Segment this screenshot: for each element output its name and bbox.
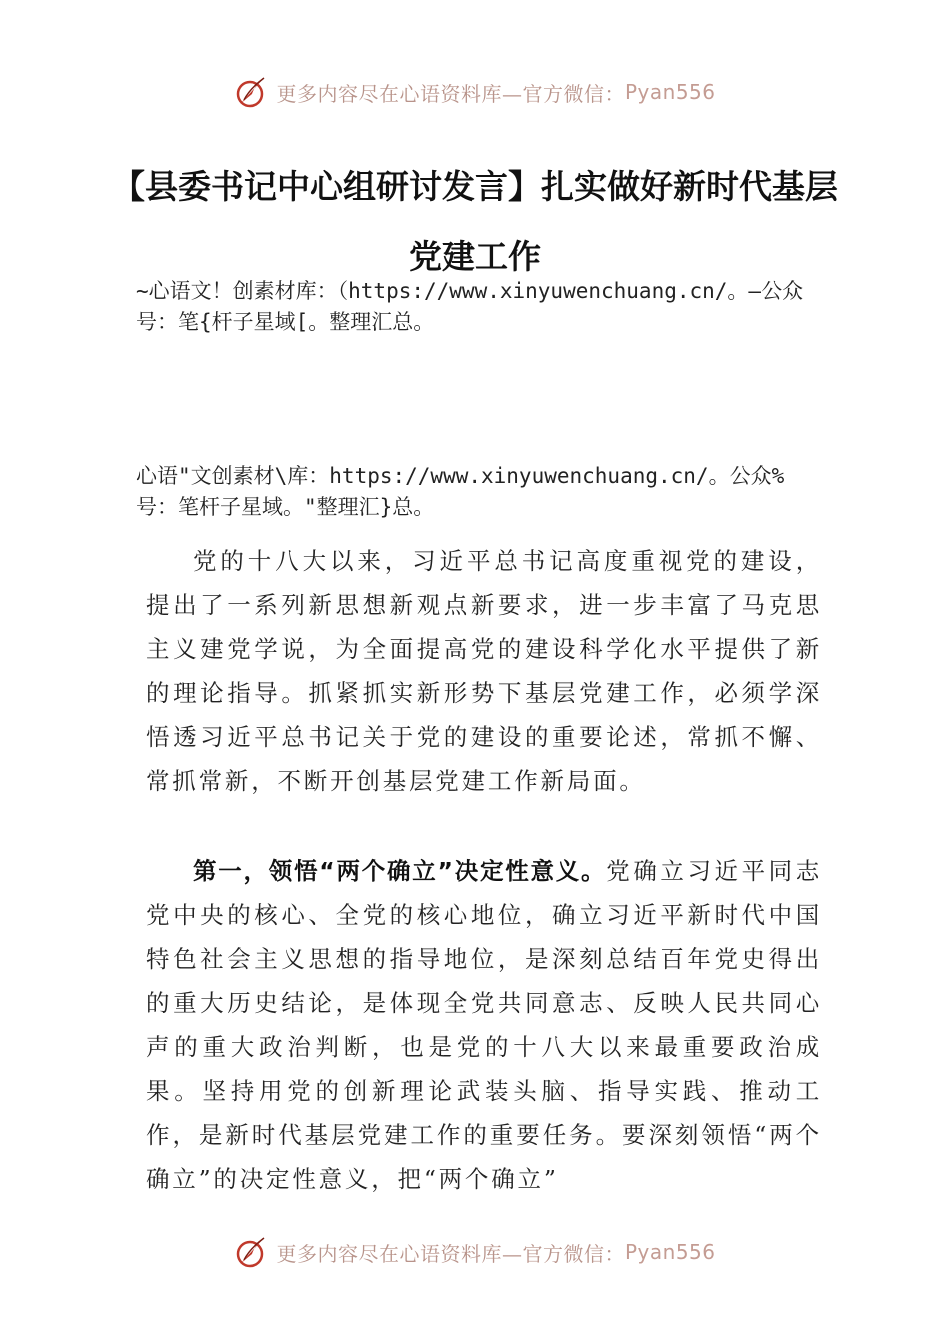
paragraph-text: 党的十八大以来，习近平总书记高度重视党的建设，提出了一系列新思想新观点新要求，进一步丰富了马克思主义建党学说，为全面提高党的建设科学化水平提供了新的理论指导。抓紧抓实新形势下基层党建工作，必须学深悟透习近平总书记关于党的建设的重要论述，常抓不懈、常抓常新，不断开创基层党建工作新局面。 bbox=[146, 547, 822, 795]
header-watermark bbox=[0, 74, 950, 110]
feather-logo-icon bbox=[234, 1234, 270, 1270]
paragraph-intro bbox=[146, 539, 822, 803]
paragraph-text: 党确立习近平同志党中央的核心、全党的核心地位，确立习近平新时代中国特色社会主义思想的指导地位，是深刻总结百年党史得出的重大历史结论，是体现全党共同意志、反映人民共同心声的重大政治判断，也是党的十八大以来最重要政治成果。坚持用党的创新理论武装头脑、指导实践、推动工作，是新时代基层党建工作的重要任务。要深刻领悟“两个确立”的决定性意义，把“两个确立” bbox=[146, 857, 823, 1193]
watermark-text: 更多内容尽在心语资料库—官方微信： bbox=[276, 1241, 625, 1266]
footer-watermark bbox=[0, 1234, 950, 1270]
paragraph-first-point bbox=[146, 849, 822, 1201]
document-title: 【县委书记中心组研讨发言】扎实做好新时代基层党建工作 bbox=[112, 167, 838, 276]
feather-logo-icon bbox=[234, 74, 270, 110]
wechat-id: Pyan556 bbox=[624, 80, 716, 104]
wechat-id: Pyan556 bbox=[624, 1240, 716, 1264]
paragraph-lead: 第一，领悟“两个确立”决定性意义。 bbox=[193, 857, 607, 885]
source-note-2: 心语"文创素材\库：https://www.xinyuwenchuang.cn/。公众%号：笔杆子星域。"整理汇}总。 bbox=[136, 464, 785, 519]
source-note-1: ~心语文！创素材库：（https://www.xinyuwenchuang.cn/。—公众号：笔{杆子星域[。整理汇总。 bbox=[136, 279, 804, 334]
watermark-text: 更多内容尽在心语资料库—官方微信： bbox=[276, 81, 625, 106]
